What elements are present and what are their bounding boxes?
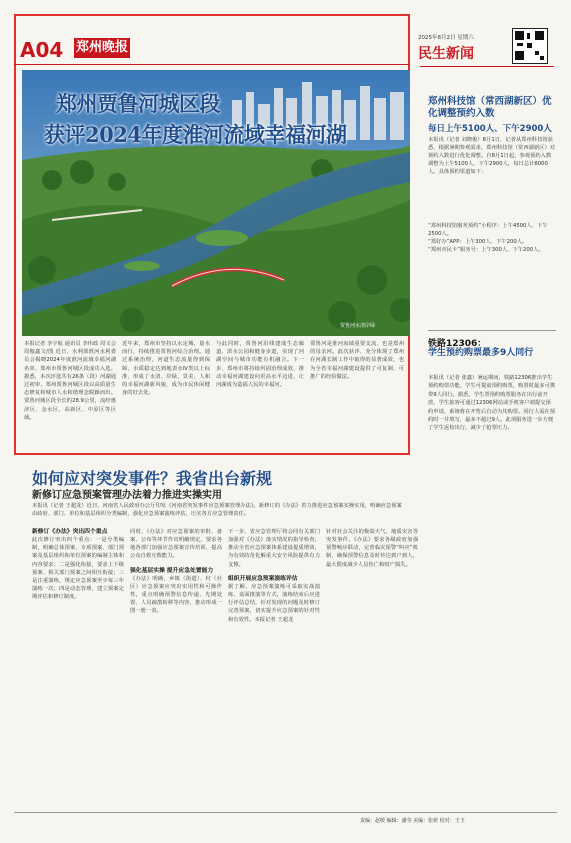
page-number: A04 (20, 38, 64, 62)
divider (428, 330, 556, 331)
paragraph: 下一步，省应急管理厅将会同有关部门加强对《办法》落实情况的指导检查，推动全省应急预案体系建设提质增效，为有效防范化解重大安全风险提供有力支撑。 (228, 529, 320, 568)
railway-body: 本报讯（记者 张鑫）暑运期间，铁路12306推出学生预约购票功能，学生可提前预约购票，购票时最多可携带9人同行。据悉，学生票预约购票服务在出行前开放，学生旅客可通过12306网站或手机客户端提交预约申请，系统将在开售后自动为其购票。同行人需在预约时一并填写，最多不超过9人。此项服务进一步方便了学生返校出行，减少了抢票压力。 (428, 375, 556, 432)
hero-column-2: 近年来，郑州市坚持以水定城、量水而行，持续推进贾鲁河综合治理。通过系统治理，河道生态流量得到保障，水质稳定达到地表水Ⅳ类以上标准，形成了水清、岸绿、景美、人和的幸福河湖新风貌，成为市民休闲健身的好去处。 (122, 341, 210, 397)
kejiguan-subheadline: 每日上午5100人、下午2900人 (428, 124, 552, 134)
article-column-2 (130, 528, 222, 616)
qr-code-icon (512, 28, 548, 64)
list-item: “郑州市民卡”服务号：上午300人、下午200人。 (428, 247, 544, 253)
subheading: 强化基层实操 提升应急处置能力 (130, 567, 214, 574)
section-title: 民生新闻 (418, 46, 474, 62)
article-column-3 (228, 528, 320, 624)
paragraph: 《办法》明确，乡镇（街道）、村（社区）应急预案应突出实用性和可操作性，重点明确预警信息传递、先期处置、人员疏散转移等内容，推动形成一图一册一表。 (130, 575, 222, 615)
article-column-4 (326, 528, 418, 569)
headline-line-2: 获评2024年度淮河流域幸福河湖 (44, 122, 347, 147)
subheading: 新修订《办法》突出四个重点 (32, 529, 108, 535)
paragraph: 针对社会关注的极端天气、地质灾害等突发事件，《办法》要求各级政府加强预警响应联动，完善临灾预警“叫应”机制，确保预警信息及时传达到户到人，最大限度减少人员伤亡和财产损失。 (326, 529, 418, 568)
hero-column-3: 与此同时，贾鲁河沿线建成生态廊道、滨水公园和健身步道，实现了河湖空间与城市功能有机融合。下一步，郑州市将持续巩固治理成效，推动幸福河湖建设向更高水平迈进，让河湖成为造福人民的幸福河。 (216, 341, 304, 389)
paragraph: 此次修订突出四个重点：一是分类编制，明确总体预案、专项预案、部门预案及基层组织和单位预案的编制主体和内容要求；二是强化衔接，要求上下级预案、相关部门预案之间相互衔接；三是注重演练，规定应急预案至少每三年演练一次；四是动态管理，建立预案定期评估和修订制度。 (32, 537, 124, 601)
article-lead: 本报讯（记者 王超龙）近日，河南省人民政府办公厅印发《河南省突发事件应急预案管理办法》。新修订的《办法》着力推进应急预案实操实用，明确应急预案由政府、部门、单位和基层组织分类编制，强化应急预案演练评估，压实各方应急管理责任。 (32, 503, 402, 517)
right-column-rule (420, 66, 554, 67)
article-column-1 (32, 528, 124, 601)
header-rule (14, 64, 410, 65)
hero-column-1: 本报记者 李宇航 通讯员 李伟政 周文会 周傲鑫文/图 近日，水利部淮河水利委员会揭晓2024年度淮河流域幸福河湖名单，郑州市贾鲁河城区段成功入选。据悉，本次评选共有26条（段）河湖通过初审，郑州贾鲁河城区段以高质量生态修复和城市人水和谐理念脱颖而出。贾鲁河城区段全长约28.9公里，流经惠济区、金水区、高新区、中原区等区域。 (24, 341, 116, 421)
hero-column-4: 贾鲁河是淮河流域重要支流，也是郑州的母亲河。此次获评，充分体现了郑州在河湖长制工作中取得的显著成效，也为全省幸福河湖建设提供了可复制、可推广的经验做法。 (310, 341, 404, 380)
editor-credits: 责编：赵媛 编辑：潘莹 美编：张妍 校对：王玉 (360, 818, 465, 824)
kejiguan-headline: 郑州科技馆（常西湖新区）优化调整预约入数 (428, 96, 552, 119)
issue-date: 2025年8月2日 星期六 (418, 35, 474, 41)
headline-line-1: 郑州贾鲁河城区段 (56, 91, 220, 116)
footer-rule (14, 812, 557, 813)
paragraph: 据了解，应急预案演练可采取实战演练、桌面推演等方式，演练结束后应进行评估总结，针对发现的问题及时修订完善预案，切实提升应急预案的针对性和有效性。本报记者 王超龙 (228, 583, 320, 623)
newspaper-logo: 郑州晚报 (74, 38, 130, 58)
list-item: “郑好办”APP：上午300人、下午200人。 (428, 239, 528, 245)
railway-headline: 学生预约购票最多9人同行 (428, 348, 534, 358)
kejiguan-body: 本报讯（记者 刘晓俊）8月1日，记者从郑州科技馆获悉，根据暑期参观需求，郑州科技馆（常西湖新区）对预约入数进行优化调整。自8月1日起，参观预约入数调整为上午5100人、下午2900人，每日总计8000人。具体预约渠道如下： (428, 137, 556, 175)
railway-kicker: 铁路12306： (428, 339, 487, 349)
kejiguan-list (428, 222, 556, 254)
paragraph: 同时，《办法》对应急预案的审批、备案、公布等环节作出明确规定，要求各地各部门加强应急预案宣传培训，提高公众自救互救能力。 (130, 529, 222, 560)
article-headline: 如何应对突发事件？我省出台新规 (32, 469, 273, 488)
photo-caption: 贾鲁河水清岸绿 (340, 323, 376, 329)
list-item: “郑州科技馆服务预约”小程序：上午4500人、下午2500人。 (428, 223, 548, 237)
article-subheadline: 新修订应急预案管理办法着力推进实操实用 (32, 490, 222, 501)
subheading: 组织开展应急预案演练评估 (228, 575, 298, 582)
